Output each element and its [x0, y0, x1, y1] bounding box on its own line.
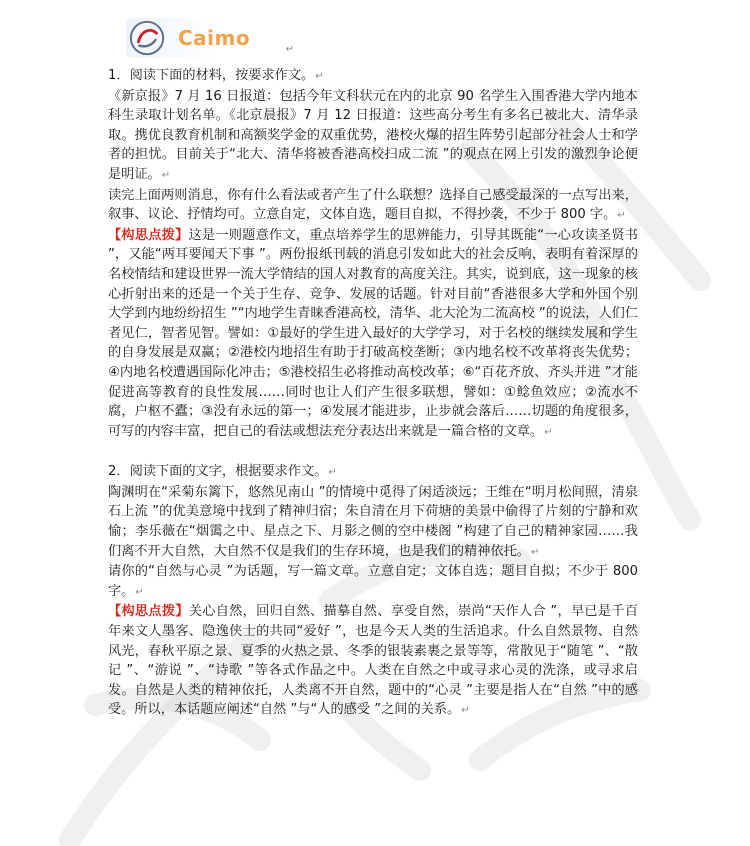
question-2-material: 陶渊明在“采菊东篱下，悠然见南山 ”的情境中觅得了闲适淡远；王维在“明月松间照，清泉石上流 ”的优美意境中找到了精神归宿；朱自清在月下荷塘的美景中偷得了片刻的宁静和欢愉；李乐薇在“烟霭之中、星点之下、月影之侧的空中楼阁 ”构建了自己的精神家园……我们离不开大自然，大自然不仅是我们的生存环境，也是我们的精神依托。↵ — [108, 484, 638, 559]
question-2-tip: 【构思点拨】关心自然，回归自然、描摹自然、享受自然，崇尚“天作人合 ”，早已是千百年来文人墨客、隐逸侠士的共同“爱好 ”，也是今天人类的生活追求。什么自然景物、自然风光，春秋平原之景、夏季的火热之景、冬季的银装素裹之景等等，常散见于“随笔 ”、“散记 ”、“游说 ”、“诗歌 ”等各式作品之中。人类在自然之中或寻求心灵的洗涤，或寻求启发。自然是人类的精神依托，人类离不开自然，题中的“心灵 ”主要是指人在“自然 ”中的感受。所以，本话题应阐述“自然 ”与“人的感受 ”之间的关系。↵ — [108, 604, 638, 718]
caimo-logo-icon — [128, 19, 166, 57]
tip-label: 【构思点拨】 — [108, 604, 189, 620]
document-body — [108, 64, 638, 721]
paragraph-gap — [108, 442, 638, 460]
paragraph-mark: ↵ — [285, 44, 294, 55]
caimo-logo — [126, 18, 260, 58]
question-1-instruction: 读完上面两则消息，你有什么看法或者产生了什么联想？选择自己感受最深的一点写出来，叙事、议论、抒情均可。立意自定，文体自选，题目自拟，不得抄袭，不少于 800 字。↵ — [108, 187, 638, 223]
question-1-material: 《新京报》7 月 16 日报道：包括今年文科状元在内的北京 90 名学生入围香港大学内地本科生录取计划名单。《北京晨报》7 月 12 日报道：这些高分考生有多名已被北大、清华录取。携优良教育机制和高额奖学金的双重优势，港校火爆的招生阵势引起部分社会人士和学者的担忧。目前关于“北大、清华将被香港高校扫成二流 ”的观点在网上引发的激烈争论便是明证。↵ — [108, 88, 638, 182]
caimo-logo-text: Caimo — [178, 26, 251, 50]
question-2-title: 2．阅读下面的文字，根据要求作文。↵ — [108, 464, 337, 480]
question-2-instruction: 请你的“自然与心灵 ”为话题，写一篇文章。立意自定；文体自选；题目自拟；不少于 800 字。↵ — [108, 564, 638, 599]
question-1-tip: 【构思点拨】这是一则题意作文，重点培养学生的思辨能力，引导其既能“一心攻读圣贤书 ”，又能“两耳要闻天下事 ”。两份报纸刊载的消息引发如此大的社会反响，表明有着深厚的名校情结和建设世界一流大学情结的国人对教育的高度关注。其实，说到底，这一现象的核心折射出来的还是一个关于生存、竞争、发展的话题。针对目前“香港很多大学和外国个别大学到内地纷纷招生 ”“内地学生青睐香港高校，清华、北大沦为二流高校 ”的说法，人们仁者见仁，智者见智。譬如：①最好的学生进入最好的大学学习，对于名校的继续发展和学生的自身发展是双赢；②港校内地招生有助于打破高校垄断；③内地名校不改革将丧失优势；④内地名校遭遇国际化冲击；⑤港校招生必将推动高校改革；⑥“百花齐放、齐头并进 ”才能促进高等教育的良性发展……同时也让人们产生很多联想，譬如：①鲶鱼效应；②流水不腐，户枢不蠹；③没有永远的第一；④发展才能进步，止步就会落后……切题的角度很多，可写的内容丰富，把自己的看法或想法充分表达出来就是一篇合格的文章。↵ — [108, 227, 639, 439]
question-1-title: 1．阅读下面的材料，按要求作文。↵ — [108, 68, 324, 83]
tip-label: 【构思点拨】 — [108, 227, 189, 243]
